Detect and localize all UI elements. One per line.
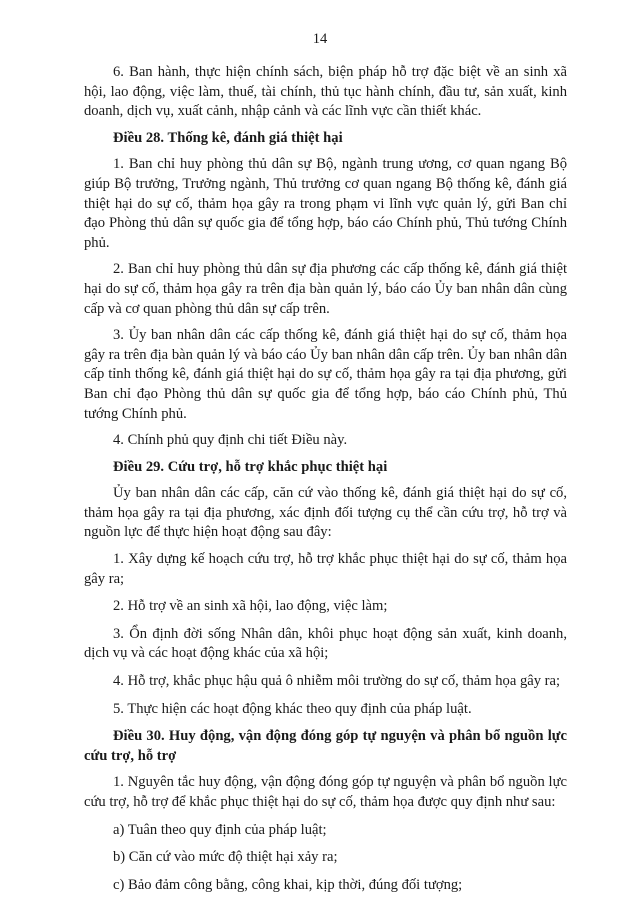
article-28-clause-1: 1. Ban chỉ huy phòng thủ dân sự Bộ, ngành trung ương, cơ quan ngang Bộ giúp Bộ trưởng, Trưởng ngành, Thủ trưởng cơ quan ngang Bộ thống kê, đánh giá thiệt hại do sự cố, thảm họa gây ra trong phạm vi lĩnh vực quản lý, gửi Ban chỉ đạo Phòng thủ dân sự quốc gia để tổng hợp, báo cáo Chính phủ, Thủ tướng Chính phủ. [84, 156, 567, 251]
article-29-item-3: 3. Ổn định đời sống Nhân dân, khôi phục hoạt động sản xuất, kinh doanh, dịch vụ và các hoạt động khác của xã hội; [84, 625, 567, 662]
article-28-heading: Điều 28. Thống kê, đánh giá thiệt hại [113, 129, 343, 146]
article-30-point-a: a) Tuân theo quy định của pháp luật; [113, 821, 327, 838]
article-29-item-1: 1. Xây dựng kế hoạch cứu trợ, hỗ trợ khắc phục thiệt hại do sự cố, thảm họa gây ra; [84, 551, 567, 587]
article-29-intro: Ủy ban nhân dân các cấp, căn cứ vào thống kê, đánh giá thiệt hại do sự cố, thảm họa gây ra tại địa phương, xác định đối tượng cụ thể cần cứu trợ, hỗ trợ và nguồn lực để thực hiện hoạt động sau đây: [84, 485, 567, 541]
article-28-clause-4: 4. Chính phủ quy định chi tiết Điều này. [113, 432, 348, 449]
article-30-point-c: c) Bảo đảm công bằng, công khai, kịp thời, đúng đối tượng; [113, 876, 463, 893]
page-number: 14 [312, 31, 328, 47]
article-30-point-b: b) Căn cứ vào mức độ thiệt hại xảy ra; [113, 849, 338, 866]
article-28-clause-3: 3. Ủy ban nhân dân các cấp thống kê, đánh giá thiệt hại do sự cố, thảm họa gây ra trên địa bàn quản lý và báo cáo Ủy ban nhân dân cấp trên. Ủy ban nhân dân cấp tỉnh thống kê, đánh giá thiệt hại do sự cố, thảm họa gây ra tại địa phương, gửi Ban chỉ đạo Phòng thủ dân sự quốc gia để tổng hợp, báo cáo Chính phủ, Thủ tướng Chính phủ. [84, 327, 567, 422]
clause-6: 6. Ban hành, thực hiện chính sách, biện pháp hỗ trợ đặc biệt về an sinh xã hội, lao động, việc làm, thuế, tài chính, thủ tục hành chính, đầu tư, sản xuất, kinh doanh, dịch vụ, xuất cảnh, nhập cảnh và các lĩnh vực cần thiết khác. [84, 64, 567, 120]
document-body [84, 63, 567, 895]
article-30-heading: Điều 30. Huy động, vận động đóng góp tự nguyện và phân bổ nguồn lực cứu trợ, hỗ trợ [84, 728, 567, 764]
article-29-item-5: 5. Thực hiện các hoạt động khác theo quy định của pháp luật. [113, 700, 472, 717]
article-29-heading: Điều 29. Cứu trợ, hỗ trợ khắc phục thiệt hại [113, 458, 388, 475]
article-29-item-4: 4. Hỗ trợ, khắc phục hậu quả ô nhiễm môi trường do sự cố, thảm họa gây ra; [113, 673, 561, 690]
article-28-clause-2: 2. Ban chỉ huy phòng thủ dân sự địa phương các cấp thống kê, đánh giá thiệt hại do sự cố, thảm họa gây ra trên địa bàn quản lý, báo cáo Ủy ban nhân dân cùng cấp và cơ quan phòng thủ dân sự cấp trên. [84, 261, 567, 317]
article-30-clause-1: 1. Nguyên tắc huy động, vận động đóng góp tự nguyện và phân bổ nguồn lực cứu trợ, hỗ trợ để khắc phục thiệt hại do sự cố, thảm họa được quy định như sau: [84, 774, 567, 810]
article-29-item-2: 2. Hỗ trợ về an sinh xã hội, lao động, việc làm; [113, 598, 388, 615]
